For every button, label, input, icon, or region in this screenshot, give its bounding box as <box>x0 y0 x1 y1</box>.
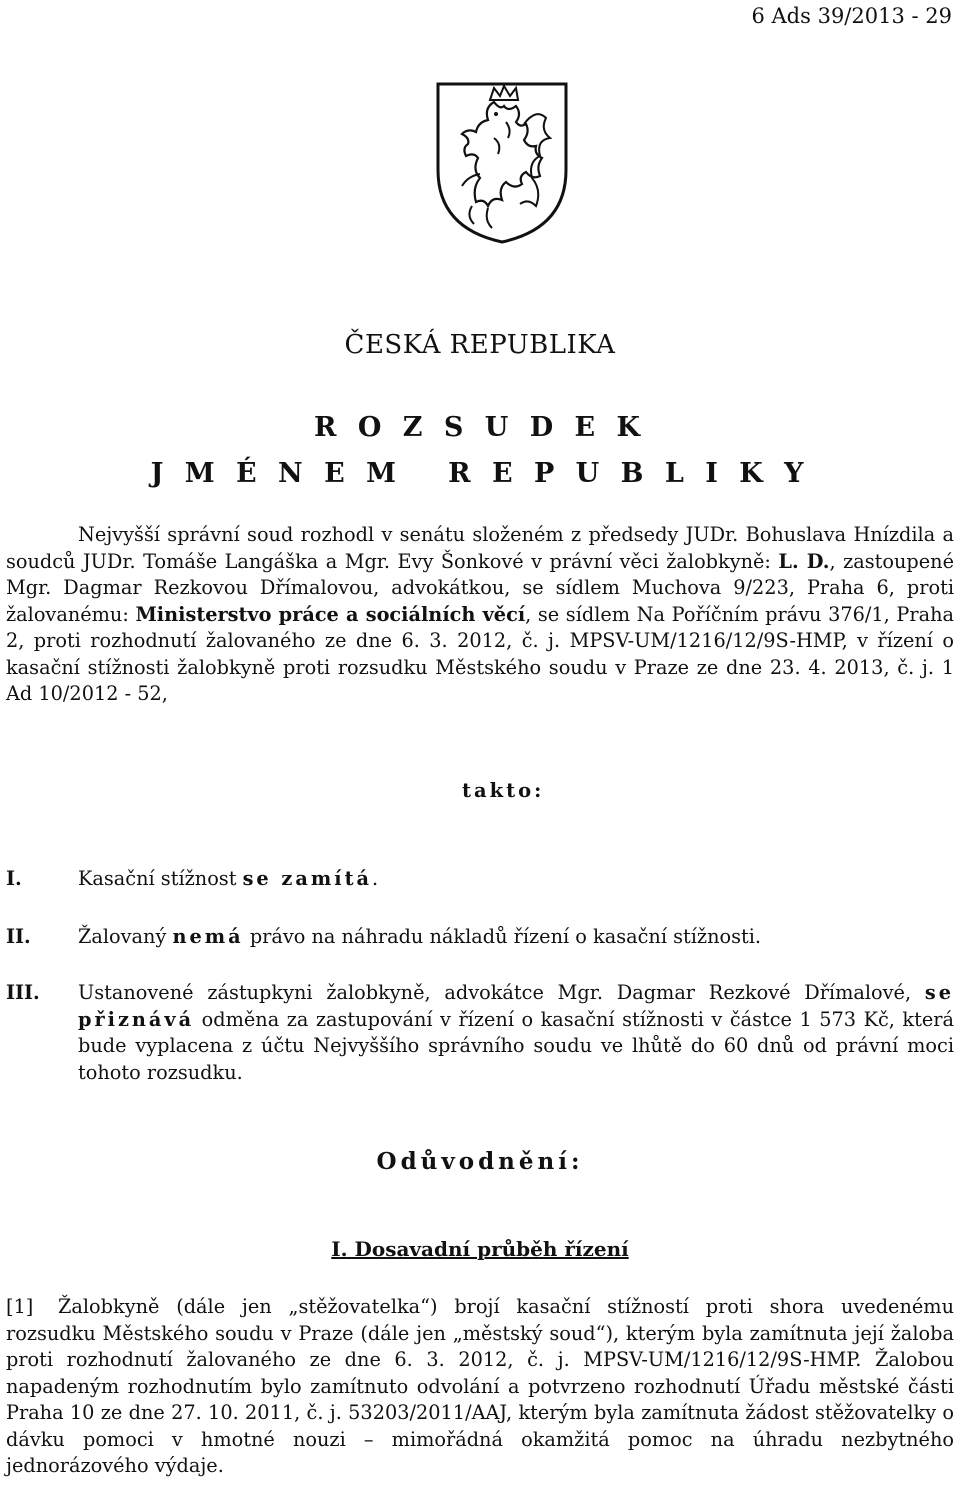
intro-text-part3: , se sídlem Na Poříčním právu 376/1, Praha 2, proti rozhodnutí žalovaného ze dne 6. 3. 2012, č. j. MPSV-UM/1216/12/9S-HMP, v řízení o kasační stížnosti žalobkyně proti rozsudku Městského soudu v Praze ze dne 23. 4. 2013, č. j. 1 Ad 10/2012 - 52, <box>6 602 954 705</box>
verdict-subtitle: J M É N E M R E P U B L I K Y <box>150 458 810 489</box>
item-emphasis: se zamítá <box>242 867 372 890</box>
item-text-post: . <box>371 867 379 890</box>
takto-heading: takto: <box>462 779 545 802</box>
defendant-name: Ministerstvo práce a sociálních věcí <box>135 602 526 626</box>
section-heading: I. Dosavadní průběh řízení <box>331 1237 629 1261</box>
item-number: I. <box>6 867 22 890</box>
item-emphasis: nemá <box>172 925 244 948</box>
country-heading: ČESKÁ REPUBLIKA <box>344 330 616 360</box>
item-text-post: odměna za zastupování v řízení o kasační stížnosti v částce 1 573 Kč, která bude vyplacena z účtu Nejvyššího správního soudu ve lhůtě do 60 dnů od právní moci tohoto rozsudku. <box>78 1007 954 1084</box>
intro-paragraph <box>6 522 954 708</box>
verdict-heading <box>0 405 960 497</box>
intro-text-part2: , zastoupené Mgr. Dagmar Rezkovou Dřímalovou, advokátkou, se sídlem Muchova 9/223, Praha 6, proti žalovanému: <box>6 549 954 626</box>
verdict-item-3 <box>6 980 954 1086</box>
paragraph-1 <box>6 1294 954 1480</box>
verdict-item-1 <box>6 866 954 893</box>
item-emphasis: se přiznává <box>78 981 954 1031</box>
item-text-pre: Ustanovené zástupkyni žalobkyně, advokátce Mgr. Dagmar Rezkové Dřímalové, <box>78 981 925 1004</box>
reasons-heading: Odůvodnění: <box>376 1148 584 1175</box>
plaintiff-name: L. D. <box>778 549 830 573</box>
item-text-pre: Žalovaný <box>78 925 173 948</box>
verdict-title: R O Z S U D E K <box>314 412 646 443</box>
item-number: III. <box>6 981 40 1004</box>
verdict-item-2 <box>6 924 954 951</box>
item-number: II. <box>6 925 31 948</box>
paragraph-number: [1] <box>6 1295 34 1318</box>
intro-text-part1: Nejvyšší správní soud rozhodl v senátu složeném z předsedy JUDr. Bohuslava Hnízdila a soudců JUDr. Tomáše Langáška a Mgr. Evy Šonkové v právní věci žalobkyně: <box>6 523 954 573</box>
document-reference: 6 Ads 39/2013 - 29 <box>751 4 952 28</box>
paragraph-text: Žalobkyně (dále jen „stěžovatelka“) brojí kasační stížností proti shora uvedenému rozsudku Městského soudu v Praze (dále jen „městský soud“), kterým byla zamítnuta její žaloba proti rozhodnutí žalovaného ze dne 6. 3. 2012, č. j. MPSV-UM/1216/12/9S-HMP. Žalobou napadeným rozhodnutím bylo zamítnuto odvolání a potvrzeno rozhodnutí Úřadu městské části Praha 10 ze dne 27. 10. 2011, č. j. 53203/2011/AAJ, kterým byla zamítnuta žádost stěžovatelky o dávku pomoci v hmotné nouzi – mimořádná okamžitá pomoc na úhradu nezbytného jednorázového výdaje. <box>6 1295 954 1477</box>
czech-coat-of-arms-lion-icon <box>432 78 572 246</box>
item-text-pre: Kasační stížnost <box>78 867 243 890</box>
item-text-post: právo na náhradu nákladů řízení o kasační stížnosti. <box>243 925 762 948</box>
